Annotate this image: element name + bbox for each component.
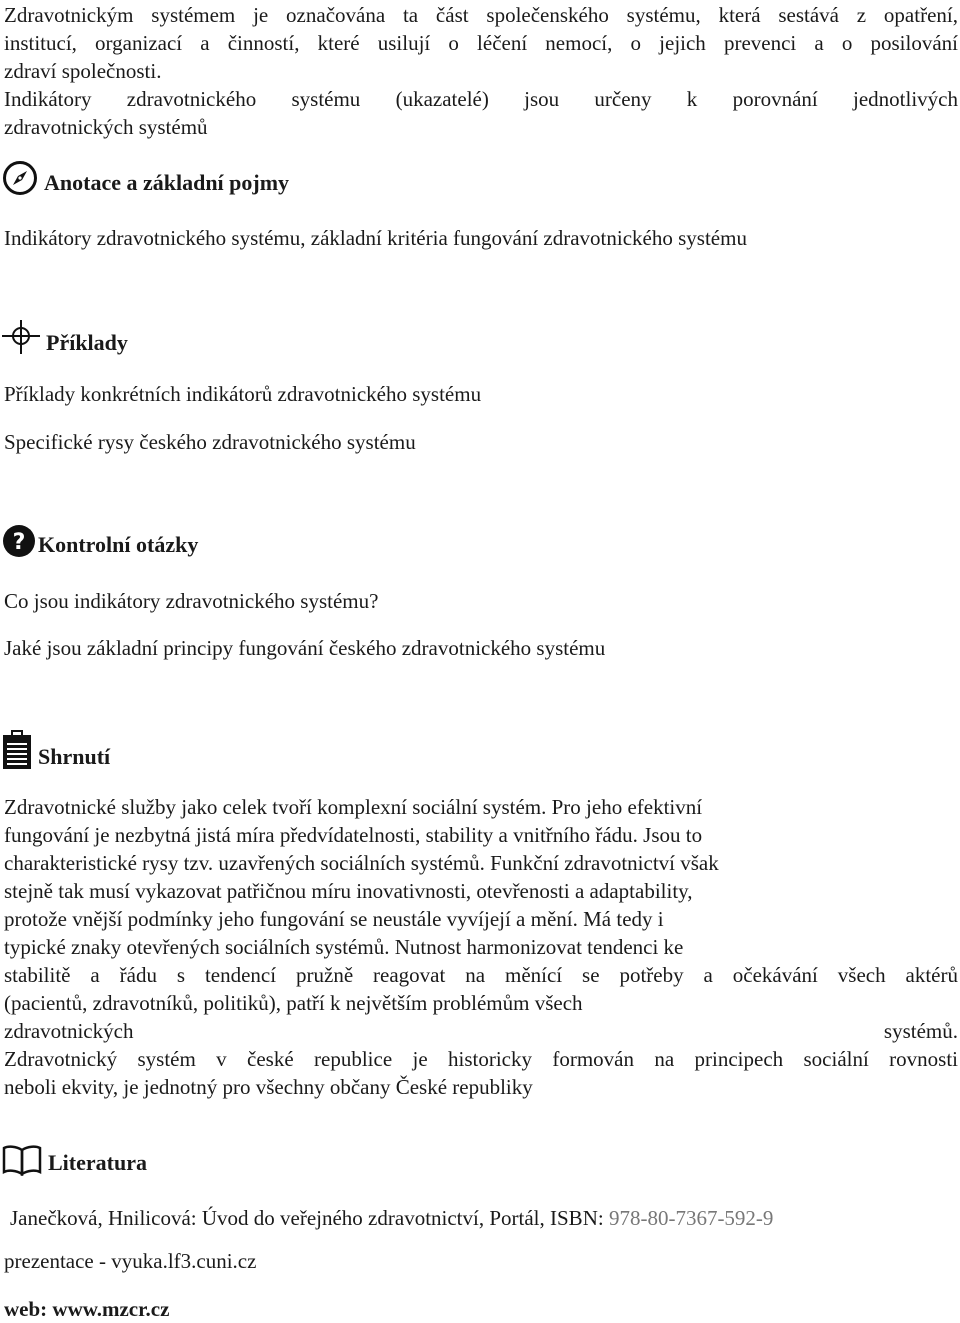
svg-text:?: ? bbox=[12, 530, 26, 555]
reference-text: Janečková, Hnilicová: Úvod do veřejného zdravotnictví, Portál, ISBN: bbox=[10, 1206, 604, 1230]
shrnuti-body bbox=[4, 793, 958, 1101]
anotace-body bbox=[4, 224, 958, 252]
otazky-body bbox=[4, 587, 958, 615]
section-title: Příklady bbox=[46, 330, 128, 355]
list-item: Specifické rysy českého zdravotnického systému bbox=[4, 430, 416, 454]
web-text: web: www.mzcr.cz bbox=[4, 1297, 170, 1321]
summary-line: (pacientů, zdravotníků, politiků), patří k největším problémům všech bbox=[4, 991, 583, 1015]
anotace-text: Indikátory zdravotnického systému, základní kritéria fungování zdravotnického systému bbox=[4, 226, 747, 250]
list-item: Příklady konkrétních indikátorů zdravotnického systému bbox=[4, 382, 482, 406]
section-title: Anotace a základní pojmy bbox=[44, 170, 290, 195]
section-title: Shrnutí bbox=[38, 744, 111, 769]
summary-line: stabilitě a řádu s tendencí pružně reagovat na měnící se potřeby a očekávání všech aktérů bbox=[4, 963, 958, 987]
otazky-body-2 bbox=[4, 634, 958, 662]
section-heading-shrnuti bbox=[2, 730, 110, 770]
presentation-text: prezentace - vyuka.lf3.cuni.cz bbox=[4, 1249, 257, 1273]
section-heading-otazky bbox=[2, 524, 198, 558]
intro-paragraph bbox=[4, 1, 958, 141]
presentation-link bbox=[4, 1247, 958, 1275]
question-icon bbox=[2, 524, 36, 558]
section-title: Literatura bbox=[48, 1150, 147, 1175]
isbn-value: 978-80-7367-592-9 bbox=[608, 1206, 774, 1230]
summary-line: zdravotnických systémů. bbox=[4, 1019, 958, 1043]
summary-line: typické znaky otevřených sociálních systémů. Nutnost harmonizovat tendenci ke bbox=[4, 935, 684, 959]
web-link bbox=[4, 1295, 958, 1323]
intro-line: zdraví společnosti. bbox=[4, 59, 162, 83]
section-heading-anotace bbox=[2, 160, 289, 196]
section-title: Kontrolní otázky bbox=[38, 532, 199, 557]
question-item: Jaké jsou základní principy fungování českého zdravotnického systému bbox=[4, 636, 606, 660]
section-heading-priklady bbox=[2, 320, 128, 356]
intro-line: Zdravotnickým systémem je označována ta část společenského systému, která sestává z opatření, bbox=[4, 3, 958, 27]
priklady-body bbox=[4, 380, 958, 408]
clipboard-icon bbox=[2, 730, 32, 770]
intro-line: Indikátory zdravotnického systému (ukazatelé) jsou určeny k porovnání jednotlivých bbox=[4, 87, 958, 111]
summary-line: Zdravotnický systém v české republice je historicky formován na principech sociální rovnosti bbox=[4, 1047, 958, 1071]
book-icon bbox=[2, 1144, 42, 1176]
literature-reference bbox=[10, 1204, 958, 1232]
summary-line: protože vnější podmínky jeho fungování se neustále vyvíjejí a mění. Má tedy i bbox=[4, 907, 664, 931]
question-item: Co jsou indikátory zdravotnického systému? bbox=[4, 589, 379, 613]
summary-line: neboli ekvity, je jednotný pro všechny občany České republiky bbox=[4, 1075, 533, 1099]
compass-icon bbox=[2, 160, 38, 196]
summary-line: charakteristické rysy tzv. uzavřených sociálních systémů. Funkční zdravotnictví však bbox=[4, 851, 719, 875]
summary-line: stejně tak musí vykazovat patřičnou míru inovativnosti, otevřenosti a adaptability, bbox=[4, 879, 693, 903]
intro-line: zdravotnických systémů bbox=[4, 115, 208, 139]
crosshair-icon bbox=[2, 320, 40, 356]
summary-line: fungování je nezbytná jistá míra předvídatelnosti, stability a vnitřního řádu. Jsou to bbox=[4, 823, 703, 847]
intro-line: institucí, organizací a činností, které usilují o léčení nemocí, o jejich prevenci a o posilování bbox=[4, 31, 958, 55]
summary-line: Zdravotnické služby jako celek tvoří komplexní sociální systém. Pro jeho efektivní bbox=[4, 795, 703, 819]
section-heading-literatura bbox=[2, 1144, 147, 1176]
priklady-body-2 bbox=[4, 428, 958, 456]
